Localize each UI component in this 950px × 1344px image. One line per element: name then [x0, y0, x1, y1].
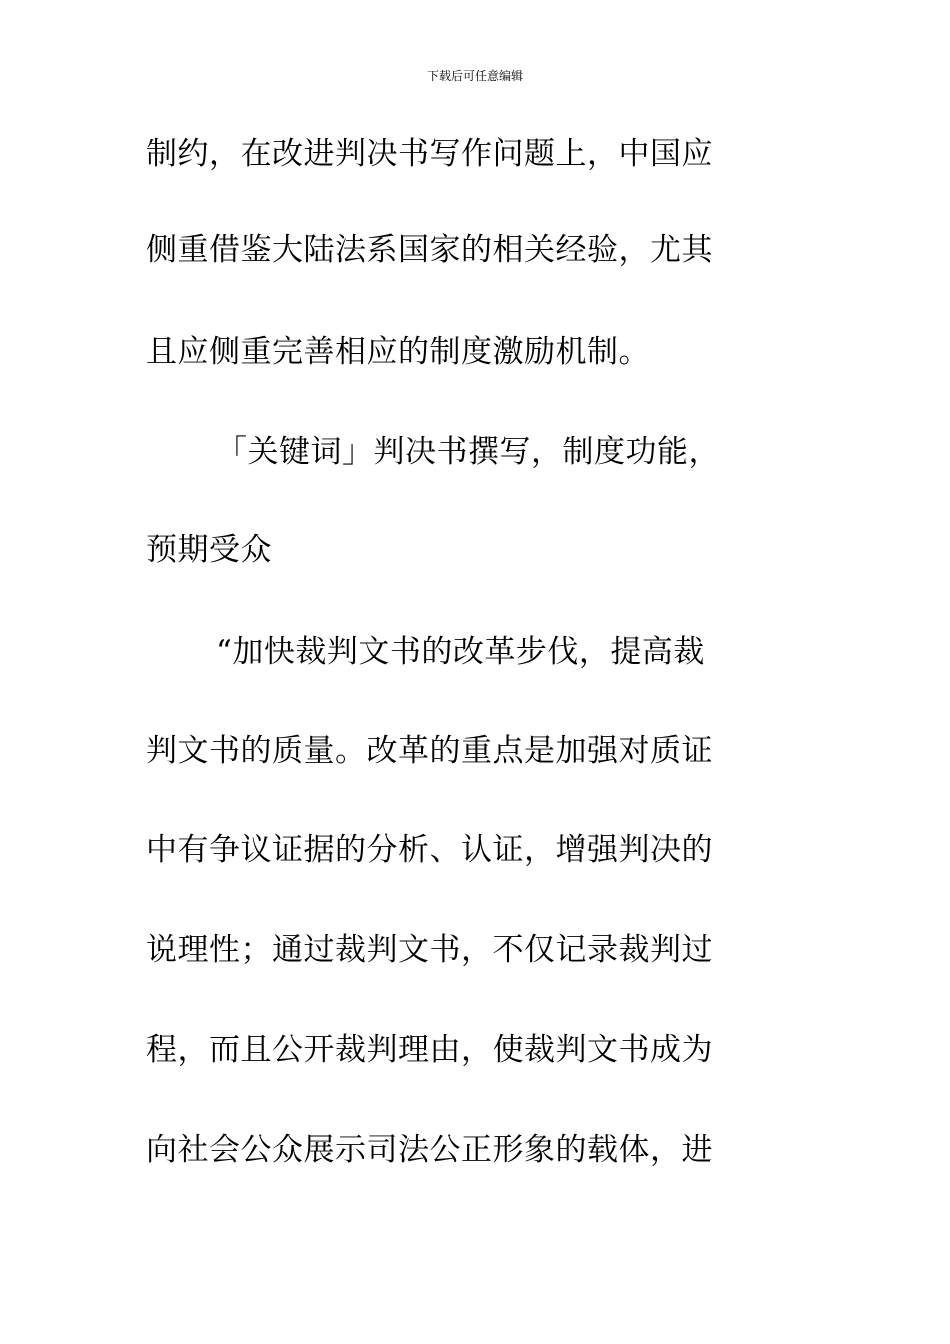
body-line-3: 且应侧重完善相应的制度激励机制。	[146, 334, 650, 370]
body-line-5: 预期受众	[146, 532, 272, 568]
body-line-11: 向社会公众展示司法公正形象的载体，进	[146, 1132, 713, 1168]
body-line-9: 说理性；通过裁判文书，不仅记录裁判过	[146, 932, 713, 968]
body-line-1: 制约，在改进判决书写作问题上，中国应	[146, 136, 713, 172]
header-note: 下载后可任意编辑	[426, 69, 523, 83]
body-line-8: 中有争议证据的分析、认证，增强判决的	[146, 832, 713, 868]
body-line-7: 判文书的质量。改革的重点是加强对质证	[146, 733, 713, 769]
body-line-10: 程，而且公开裁判理由，使裁判文书成为	[146, 1032, 713, 1068]
body-line-2: 侧重借鉴大陆法系国家的相关经验，尤其	[146, 232, 713, 268]
body-line-4: 「关键词」判决书撰写，制度功能，	[216, 434, 720, 470]
body-line-6: “加快裁判文书的改革步伐，提高裁	[216, 634, 705, 670]
